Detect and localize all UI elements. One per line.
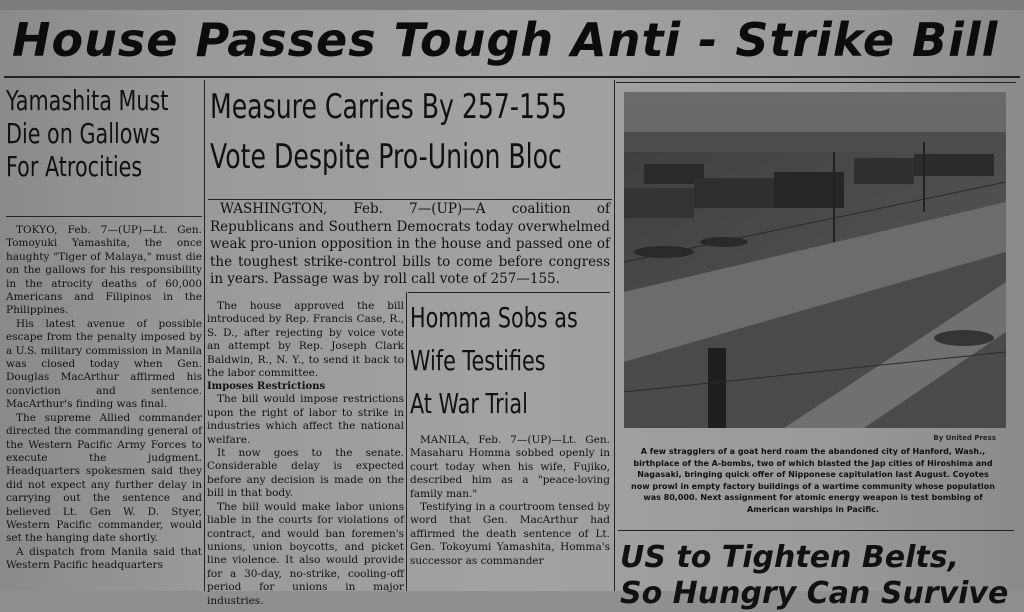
article-paragraph: TOKYO, Feb. 7—(UP)—Lt. Gen. Tomoyuki Yamashita, the once haughty "Tiger of Malaya," must die on the gallows for his responsibility in the atrocity deaths of 60,000 Americans and Filipinos in the Philippines. bbox=[6, 224, 202, 317]
article-paragraph: It now goes to the senate. Considerable delay is expected before any decision is made on the bill in that body. bbox=[207, 447, 404, 500]
yamashita-article bbox=[6, 84, 202, 591]
homma-article bbox=[410, 296, 610, 591]
antistrike-body bbox=[207, 300, 404, 607]
antistrike-lead bbox=[210, 201, 610, 297]
measure-headline-line: Measure Carries By 257-155 bbox=[210, 87, 568, 127]
column-rule-1 bbox=[204, 80, 205, 591]
top-edge bbox=[0, 0, 1024, 10]
measure-headline-line: Vote Despite Pro-Union Bloc bbox=[210, 137, 562, 177]
homma-headline bbox=[410, 296, 610, 426]
caption-bottom-rule bbox=[618, 530, 1014, 531]
article-paragraph: Testifying in a courtroom tensed by word that Gen. MacArthur had affirmed the death sentence of Lt. Gen. Tokoyumi Yamashita, Homma's successor as commander bbox=[410, 501, 610, 567]
homma-headline-line: Homma Sobs as bbox=[410, 301, 578, 334]
article-paragraph: The supreme Allied commander directed the commanding general of the Western Pacific Army Forces to execute the judgment. Headquarters spokesmen said they did not expect any further delay in carrying out the sentence and believed Lt. Gen W. D. Styer, Western Pacific commander, would set the hanging date shortly. bbox=[6, 411, 202, 545]
homma-headline-line: At War Trial bbox=[410, 387, 528, 420]
article-paragraph: His latest avenue of possible escape from the penalty imposed by a U.S. military commission in Manila was closed today when Gen. Douglas MacArthur affirmed his conviction and sentence. MacArthur's finding was final. bbox=[6, 317, 202, 411]
us-belts-headline-line-partial: So Hungry Can Survive bbox=[620, 576, 1009, 611]
yamashita-headline bbox=[6, 84, 202, 212]
yamashita-headline-line: For Atrocities bbox=[6, 150, 143, 184]
article-paragraph: The house approved the bill introduced by Rep. Francis Case, R., S. D., after rejecting by voice vote an attempt by Rep. Joseph Clark Baldwin, R., N. Y., to send it back to the labor committee. bbox=[207, 300, 404, 380]
lead-paragraph: WASHINGTON, Feb. 7—(UP)—A coalition of Republicans and Southern Democrats today overwhelmed weak pro-union opposition in the house and passed one of the toughest strike-control bills to come before congress in years. Passage was by roll call vote of 257—155. bbox=[210, 201, 610, 288]
banner-headline: House Passes Tough Anti - Strike Bill bbox=[12, 13, 999, 67]
antistrike-article-head bbox=[210, 82, 612, 198]
article-paragraph: MANILA, Feb. 7—(UP)—Lt. Gen. Masaharu Homma sobbed openly in court today when his wife, Fujiko, described him as a "peace-loving family man." bbox=[410, 434, 610, 500]
banner-rule bbox=[4, 76, 1020, 78]
photo-top-rule bbox=[616, 82, 1016, 83]
photo-credit: By United Press bbox=[933, 434, 996, 442]
article-paragraph: The bill would make labor unions liable in the courts for violations of contract, and would ban foremen's unions, union boycotts, and picket line violence. It also would provide for a 30-day, no-strike, cooling-off period for unions in major industries. bbox=[207, 500, 404, 607]
photo-caption: A few stragglers of a goat herd roam the abandoned city of Hanford, Wash., birthplace of the A-bombs, two of which blasted the Jap cities of Hiroshima and Nagasaki, bringing quick offer of Nipponese capitulation last August. Coyotes now prowl in empty factory buildings of a wartime community whose population was 80,000. Next assignment for atomic energy weapon is test bombing of American warships in Pacific. bbox=[631, 447, 995, 514]
homma-headline-line: Wife Testifies bbox=[410, 344, 546, 377]
yamashita-headline-line: Die on Gallows bbox=[6, 117, 161, 151]
us-belts-headline bbox=[620, 540, 1020, 612]
hanford-photo bbox=[624, 92, 1006, 428]
article-paragraph: The bill would impose restrictions upon the right of labor to strike in industries which affect the national welfare. bbox=[207, 393, 404, 446]
center-lead-rule bbox=[208, 199, 612, 200]
us-belts-headline-line: US to Tighten Belts, bbox=[620, 540, 959, 575]
column-rule-2 bbox=[406, 292, 407, 591]
yamashita-headline-line: Yamashita Must bbox=[6, 84, 169, 117]
article-paragraph: A dispatch from Manila said that Western Pacific headquarters bbox=[6, 545, 202, 572]
hanford-photo-image bbox=[624, 92, 1006, 428]
article-subhead: Imposes Restrictions bbox=[207, 381, 326, 393]
column-rule-3 bbox=[614, 80, 615, 591]
